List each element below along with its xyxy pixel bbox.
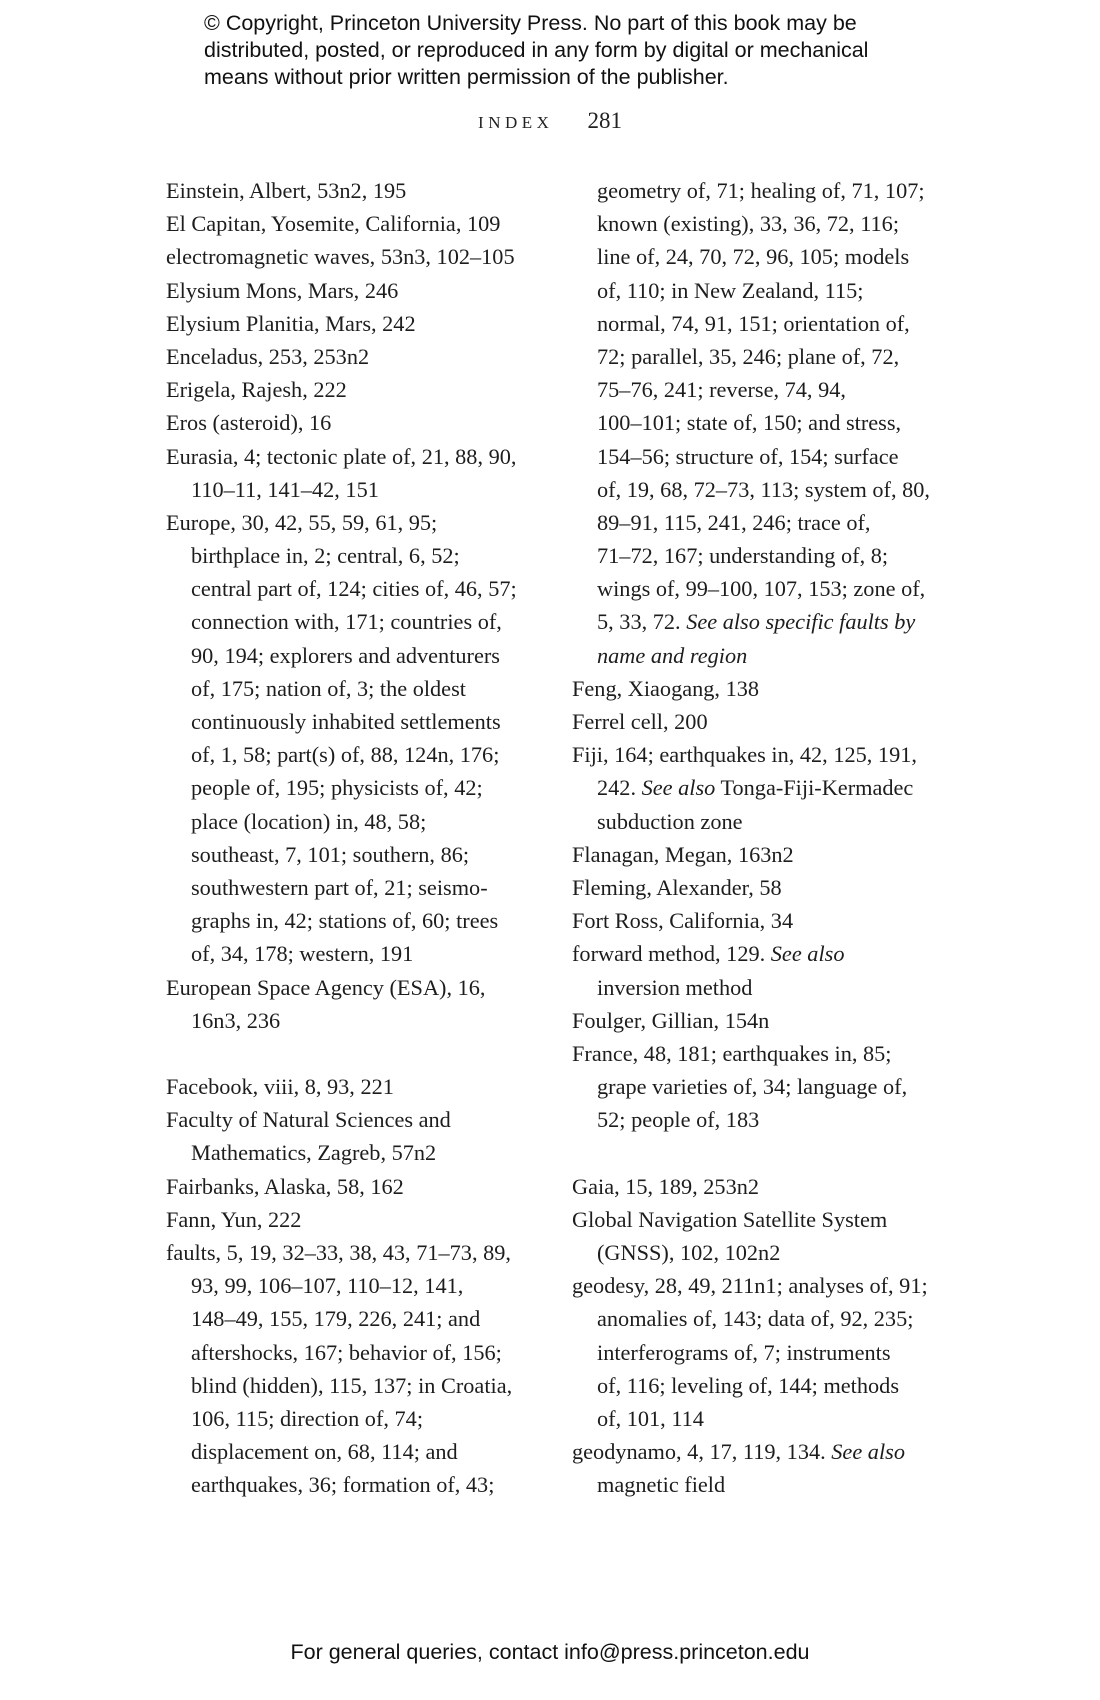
index-entry-text: 110–11, 141–42, 151: [191, 476, 379, 502]
index-subentry-line: [166, 539, 536, 572]
index-entry-text: Faculty of Natural Sciences and: [166, 1107, 451, 1133]
index-entry-text: Enceladus, 253, 253n2: [166, 343, 370, 369]
index-entry-text: earthquakes, 36; formation of, 43;: [191, 1472, 495, 1498]
index-subentry-line: [572, 240, 942, 273]
index-entry-text: place (location) in, 48, 58;: [191, 808, 427, 834]
index-subentry-line: [572, 307, 942, 340]
index-entry-line: [166, 174, 536, 207]
index-subentry-line: [572, 771, 942, 804]
index-entry-text: 89–91, 115, 241, 246; trace of,: [597, 509, 871, 535]
index-subentry-line: [166, 1468, 536, 1501]
index-entry-text: geodynamo, 4, 17, 119, 134.: [572, 1439, 832, 1465]
index-entry-text: of, 101, 114: [597, 1405, 704, 1431]
index-subentry-line: [166, 771, 536, 804]
index-entry-line: [166, 1236, 536, 1269]
index-entry-text: Erigela, Rajesh, 222: [166, 377, 347, 403]
index-entry-text: Elysium Mons, Mars, 246: [166, 277, 399, 303]
index-entry-line: [572, 1269, 942, 1302]
index-entry-text: 90, 194; explorers and adventurers: [191, 642, 500, 668]
index-entry-text: known (existing), 33, 36, 72, 116;: [597, 211, 900, 237]
index-entry-text: normal, 74, 91, 151; orientation of,: [597, 310, 910, 336]
index-subentry-line: [572, 440, 942, 473]
index-entry-line: [166, 406, 536, 439]
index-entry-text: Ferrel cell, 200: [572, 709, 708, 734]
index-entry-text: grape varieties of, 34; language of,: [597, 1074, 908, 1100]
cross-reference: See also specific faults by: [686, 609, 916, 635]
index-entry-text: of, 116; leveling of, 144; methods: [597, 1372, 899, 1398]
index-subentry-line: [572, 340, 942, 373]
cross-reference-target: Tonga-Fiji-Kermadec: [715, 775, 914, 801]
index-entry-text: 148–49, 155, 179, 226, 241; and: [191, 1306, 481, 1332]
index-subentry-line: [572, 639, 942, 672]
index-subentry-line: [166, 1336, 536, 1369]
index-entry-text: El Capitan, Yosemite, California, 109: [166, 211, 501, 237]
index-column-right: [572, 174, 942, 1502]
index-entry-text: southwestern part of, 21; seismo-: [191, 874, 488, 900]
index-subentry-line: [166, 1136, 536, 1169]
copyright-line: © Copyright, Princeton University Press. No part of this book may be: [204, 11, 857, 35]
page-number: 281: [587, 108, 622, 133]
index-subentry-line: [572, 274, 942, 307]
index-entry-text: line of, 24, 70, 72, 96, 105; models: [597, 244, 910, 270]
index-subentry-line: [572, 1468, 942, 1501]
index-subentry-line: [572, 1302, 942, 1335]
index-entry-text: 52; people of, 183: [597, 1107, 760, 1133]
index-subentry-line: [166, 1402, 536, 1435]
index-entry-text: Foulger, Gillian, 154n: [572, 1007, 770, 1033]
footer-contact: For general queries, contact info@press.princeton.edu: [290, 1640, 810, 1664]
index-subentry-line: [572, 572, 942, 605]
index-entry-text: of, 34, 178; western, 191: [191, 941, 414, 967]
index-entry-text: 100–101; state of, 150; and stress,: [597, 410, 902, 436]
index-entry-text: 5, 33, 72.: [597, 609, 687, 635]
index-entry-text: Gaia, 15, 189, 253n2: [572, 1173, 760, 1199]
index-entry-text: Fann, Yun, 222: [166, 1206, 302, 1232]
index-subentry-line: [166, 639, 536, 672]
copyright-line: means without prior written permission of the publisher.: [204, 65, 729, 89]
index-subentry-line: [166, 805, 536, 838]
index-entry-line: [572, 672, 942, 705]
index-entry-text: graphs in, 42; stations of, 60; trees: [191, 908, 499, 934]
index-entry-line: [166, 373, 536, 406]
index-entry-text: of, 175; nation of, 3; the oldest: [191, 675, 466, 701]
index-entry-text: 154–56; structure of, 154; surface: [597, 443, 899, 469]
index-subentry-line: [572, 605, 942, 638]
running-head-label: INDEX: [478, 113, 554, 132]
index-subentry-line: [166, 838, 536, 871]
index-subentry-line: [572, 207, 942, 240]
copyright-notice: [204, 10, 964, 91]
index-entry-line: [166, 1170, 536, 1203]
index-subentry-line: [572, 373, 942, 406]
index-entry-text: 242.: [597, 775, 642, 801]
index-subentry-line: [166, 672, 536, 705]
index-entry-text: wings of, 99–100, 107, 153; zone of,: [597, 576, 926, 602]
index-entry-text: Fairbanks, Alaska, 58, 162: [166, 1173, 404, 1199]
index-entry-line: [572, 904, 942, 937]
index-entry-line: [166, 971, 536, 1004]
index-subentry-line: [166, 572, 536, 605]
index-entry-line: [572, 738, 942, 771]
index-subentry-line: [572, 805, 942, 838]
cross-reference: See also: [770, 941, 845, 967]
index-entry-line: [166, 440, 536, 473]
index-entry-text: 106, 115; direction of, 74;: [191, 1405, 424, 1431]
index-subentry-line: [572, 174, 942, 207]
index-entry-line: [166, 307, 536, 340]
index-subentry-line: [166, 473, 536, 506]
index-subentry-line: [166, 738, 536, 771]
index-subentry-line: [166, 1302, 536, 1335]
index-entry-text: aftershocks, 167; behavior of, 156;: [191, 1339, 502, 1365]
copyright-line: distributed, posted, or reproduced in any form by digital or mechanical: [204, 38, 869, 62]
index-entry-text: inversion method: [597, 974, 753, 1000]
index-entry-line: [572, 705, 942, 738]
cross-reference: See also: [641, 775, 716, 801]
index-entry-text: Fort Ross, California, 34: [572, 908, 794, 934]
index-entry-line: [166, 1070, 536, 1103]
index-entry-line: [572, 1004, 942, 1037]
index-entry-text: Flanagan, Megan, 163n2: [572, 841, 794, 867]
index-entry-text: of, 19, 68, 72–73, 113; system of, 80,: [597, 476, 930, 502]
letter-group-gap: [166, 1037, 536, 1070]
index-entry-text: Facebook, viii, 8, 93, 221: [166, 1074, 394, 1100]
index-entry-text: (GNSS), 102, 102n2: [597, 1240, 781, 1265]
cross-reference: name and region: [597, 642, 748, 668]
index-entry-text: Eurasia, 4; tectonic plate of, 21, 88, 90,: [166, 443, 517, 469]
index-entry-text: forward method, 129.: [572, 941, 771, 967]
index-entry-line: [572, 1037, 942, 1070]
index-entry-text: France, 48, 181; earthquakes in, 85;: [572, 1040, 892, 1066]
index-entry-text: 93, 99, 106–107, 110–12, 141,: [191, 1273, 464, 1299]
index-entry-text: 72; parallel, 35, 246; plane of, 72,: [597, 343, 900, 369]
index-entry-text: of, 1, 58; part(s) of, 88, 124n, 176;: [191, 742, 500, 768]
index-subentry-line: [572, 1402, 942, 1435]
index-entry-line: [572, 1203, 942, 1236]
index-entry-text: Eros (asteroid), 16: [166, 410, 332, 436]
index-entry-text: geodesy, 28, 49, 211n1; analyses of, 91;: [572, 1273, 928, 1299]
index-subentry-line: [572, 506, 942, 539]
index-entry-text: Einstein, Albert, 53n2, 195: [166, 178, 407, 203]
index-subentry-line: [572, 473, 942, 506]
index-entry-line: [572, 937, 942, 970]
index-entry-text: Europe, 30, 42, 55, 59, 61, 95;: [166, 509, 438, 535]
index-entry-text: birthplace in, 2; central, 6, 52;: [191, 543, 460, 569]
letter-group-gap: [572, 1136, 942, 1169]
index-subentry-line: [572, 539, 942, 572]
index-entry-text: continuously inhabited settlements: [191, 709, 501, 734]
index-entry-line: [166, 506, 536, 539]
index-entry-line: [572, 1170, 942, 1203]
index-entry-text: 75–76, 241; reverse, 74, 94,: [597, 377, 846, 403]
index-entry-line: [166, 274, 536, 307]
index-subentry-line: [572, 971, 942, 1004]
index-entry-text: faults, 5, 19, 32–33, 38, 43, 71–73, 89,: [166, 1240, 511, 1265]
index-entry-text: southeast, 7, 101; southern, 86;: [191, 841, 470, 867]
index-subentry-line: [572, 1236, 942, 1269]
index-entry-text: subduction zone: [597, 808, 743, 834]
index-subentry-line: [166, 1004, 536, 1037]
index-entry-line: [166, 240, 536, 273]
index-entry-text: central part of, 124; cities of, 46, 57;: [191, 576, 517, 602]
index-subentry-line: [572, 1369, 942, 1402]
index-entry-text: 16n3, 236: [191, 1007, 281, 1033]
index-subentry-line: [166, 1269, 536, 1302]
index-subentry-line: [166, 904, 536, 937]
index-entry-text: Mathematics, Zagreb, 57n2: [191, 1140, 437, 1166]
index-subentry-line: [166, 1435, 536, 1468]
index-entry-text: blind (hidden), 115, 137; in Croatia,: [191, 1372, 513, 1398]
index-subentry-line: [166, 1369, 536, 1402]
index-entry-text: Feng, Xiaogang, 138: [572, 675, 760, 701]
index-subentry-line: [572, 1336, 942, 1369]
index-entry-text: connection with, 171; countries of,: [191, 609, 502, 635]
index-entry-text: 71–72, 167; understanding of, 8;: [597, 543, 889, 569]
index-entry-text: electromagnetic waves, 53n3, 102–105: [166, 244, 515, 270]
index-entry-text: geometry of, 71; healing of, 71, 107;: [597, 178, 925, 203]
index-entry-text: magnetic field: [597, 1472, 726, 1498]
index-entry-text: displacement on, 68, 114; and: [191, 1439, 458, 1465]
index-entry-text: people of, 195; physicists of, 42;: [191, 775, 483, 801]
index-entry-line: [166, 340, 536, 373]
index-entry-text: anomalies of, 143; data of, 92, 235;: [597, 1306, 914, 1332]
index-entry-line: [572, 871, 942, 904]
index-entry-line: [572, 838, 942, 871]
index-entry-text: Global Navigation Satellite System: [572, 1206, 888, 1232]
index-entry-text: of, 110; in New Zealand, 115;: [597, 277, 864, 303]
index-entry-text: interferograms of, 7; instruments: [597, 1339, 891, 1365]
index-subentry-line: [572, 1070, 942, 1103]
index-entry-line: [166, 207, 536, 240]
cross-reference: See also: [831, 1439, 905, 1465]
index-subentry-line: [166, 871, 536, 904]
index-subentry-line: [166, 705, 536, 738]
index-entry-text: Fiji, 164; earthquakes in, 42, 125, 191,: [572, 742, 917, 768]
index-subentry-line: [572, 406, 942, 439]
index-entry-text: European Space Agency (ESA), 16,: [166, 974, 486, 1000]
index-entry-text: Elysium Planitia, Mars, 242: [166, 310, 416, 336]
index-entry-text: Fleming, Alexander, 58: [572, 874, 782, 900]
index-entry-line: [572, 1435, 942, 1468]
index-subentry-line: [166, 605, 536, 638]
index-entry-line: [166, 1103, 536, 1136]
index-entry-line: [166, 1203, 536, 1236]
index-column-left: [166, 174, 536, 1502]
running-head: [0, 108, 1100, 134]
index-subentry-line: [166, 937, 536, 970]
index-subentry-line: [572, 1103, 942, 1136]
